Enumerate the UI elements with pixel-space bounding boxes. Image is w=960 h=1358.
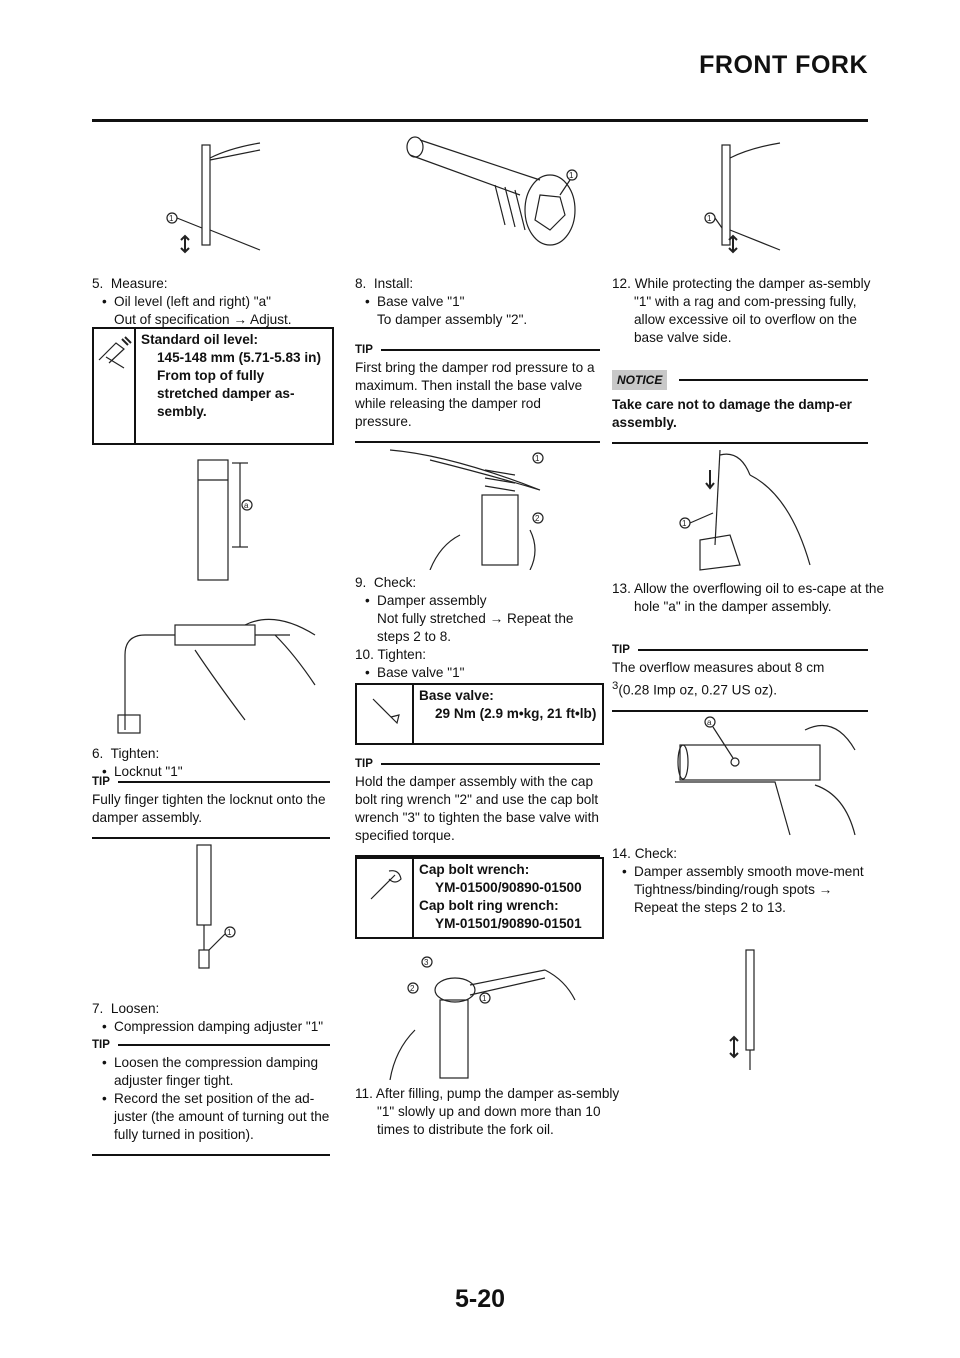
step-number: 8. (355, 276, 367, 291)
step-11 (355, 1085, 622, 1139)
callout-2: 2 (535, 514, 540, 523)
illustration-oil-syringe (115, 605, 325, 735)
tip-text: The overflow measures about 8 cm $^3$(0.28 Imp oz, 0.27 US oz). (612, 660, 825, 698)
step-number: 14. (612, 846, 631, 861)
spec-box-tools (355, 857, 604, 939)
step-14 (612, 845, 868, 917)
callout-a: a (244, 501, 249, 510)
caliper-icon (94, 335, 134, 370)
callout-2: 2 (410, 984, 415, 993)
illustration-compression-adjuster (185, 840, 245, 970)
step-number: 6. (92, 746, 104, 761)
step-title: Tighten: (110, 746, 160, 761)
step-line: Tightness/binding/rough spots → Repeat the steps 2 to 13. (634, 882, 833, 915)
step-number: 13. (612, 581, 631, 596)
special-tool-icon (365, 865, 405, 905)
step-bullet: • Base valve "1" (355, 293, 600, 311)
spec-value: 145-148 mm (5.71-5.83 in) (157, 350, 321, 365)
step-number: 10. (355, 647, 374, 662)
step-line: To damper assembly "2". (377, 312, 528, 327)
tip-8 (355, 341, 600, 443)
illustration-damper-check (720, 945, 780, 1080)
spec-title: Standard oil level: (141, 332, 259, 347)
tip-text: Hold the damper assembly with the cap bolt ring wrench "2" and use the cap bolt wrench "3" to tighten the base valve with specified torque. (355, 774, 599, 843)
spec-value: YM-01500/90890-01500 (435, 880, 582, 895)
tip-label: TIP (355, 344, 373, 356)
page-title: FRONT FORK (699, 51, 868, 79)
tip-label: TIP (612, 644, 630, 656)
callout-a: a (707, 718, 712, 727)
tip-10 (355, 755, 600, 857)
step-text: While protecting the damper as-sembly "1" with a rag and com-pressing fully, allow excessive oil to overflow on the base valve side. (634, 276, 871, 345)
torque-wrench-icon (365, 691, 405, 731)
tip-6 (92, 773, 330, 839)
spec-box-oil-level (92, 327, 334, 445)
tip-13 (612, 641, 868, 712)
spec-title: Base valve: (419, 688, 494, 703)
tip-bullet: • Record the set position of the ad-juster (the amount of turning out the fully turned in position). (92, 1090, 330, 1144)
step-5 (92, 275, 330, 329)
spec-title: Cap bolt ring wrench: (419, 898, 559, 913)
illustration-base-valve (400, 135, 590, 250)
step-bullet: • Base valve "1" (355, 664, 600, 682)
step-13 (612, 580, 890, 616)
step-12 (612, 275, 890, 347)
step-text: After filling, pump the damper as-sembly "1" slowly up and down more than 10 times to distribute the fork oil. (375, 1086, 620, 1137)
step-7 (92, 1000, 330, 1036)
tip-bullet: • Loosen the compression damping adjuster finger tight. (92, 1054, 330, 1090)
step-line: Out of specification → Adjust. (114, 312, 292, 327)
step-number: 5. (92, 276, 104, 291)
tip-text: First bring the damper rod pressure to a maximum. Then install the base valve while releasing the damper rod pressure. (355, 360, 595, 429)
callout-1: 1 (682, 519, 687, 528)
spec-title: Cap bolt wrench: (419, 862, 530, 877)
notice-label: NOTICE (612, 370, 667, 390)
callout-1: 1 (535, 454, 540, 463)
tip-label: TIP (355, 758, 373, 770)
notice-text: Take care not to damage the damp-er assembly. (612, 397, 852, 430)
step-bullet: • Locknut "1" (92, 763, 330, 781)
spec-value: YM-01501/90890-01501 (435, 916, 582, 931)
step-number: 11. (355, 1086, 373, 1101)
step-title: Tighten: (377, 647, 427, 662)
tip-7 (92, 1036, 330, 1156)
step-bullet: • Damper assembly (355, 592, 600, 610)
step-number: 9. (355, 575, 367, 590)
illustration-overflow-hole (675, 710, 875, 840)
tip-label: TIP (92, 1039, 110, 1051)
page-number: 5-20 (454, 1285, 506, 1313)
callout-1: 1 (569, 171, 574, 180)
callout-1: 1 (169, 214, 174, 223)
illustration-overflow-oil (665, 445, 815, 575)
illustration-install-base-valve (390, 440, 560, 570)
notice-box (612, 370, 868, 444)
step-title: Install: (373, 276, 414, 291)
callout-1: 1 (227, 928, 232, 937)
step-title: Measure: (110, 276, 168, 291)
step-9-10 (355, 574, 600, 682)
step-number: 12. (612, 276, 631, 291)
step-bullet: • Compression damping adjuster "1" (92, 1018, 330, 1036)
header-rule (92, 119, 868, 122)
step-bullet: • Damper assembly smooth move-ment (612, 863, 868, 881)
step-text: Allow the overflowing oil to es-cape at the hole "a" in the damper assembly. (633, 581, 885, 614)
spec-box-torque (355, 683, 604, 745)
tip-label: TIP (92, 776, 110, 788)
tip-text: Fully finger tighten the locknut onto the damper assembly. (92, 792, 326, 825)
step-number: 7. (92, 1001, 104, 1016)
step-line: Not fully stretched → Repeat the steps 2 to 8. (377, 611, 574, 644)
illustration-cap-bolt-wrench (385, 950, 585, 1080)
callout-1: 1 (707, 214, 712, 223)
step-title: Loosen: (110, 1001, 160, 1016)
callout-1: 1 (482, 994, 487, 1003)
illustration-damper-pump (670, 140, 790, 255)
illustration-oil-level (180, 455, 260, 585)
step-title: Check: (634, 846, 677, 861)
spec-value: 29 Nm (2.9 m•kg, 21 ft•lb) (435, 706, 597, 721)
step-bullet: • Oil level (left and right) "a" (92, 293, 330, 311)
spec-note: From top of fully stretched damper as-sembly. (157, 368, 295, 419)
callout-3: 3 (424, 958, 429, 967)
step-8 (355, 275, 600, 329)
step-title: Check: (373, 575, 417, 590)
illustration-damper-locknut (150, 140, 270, 255)
